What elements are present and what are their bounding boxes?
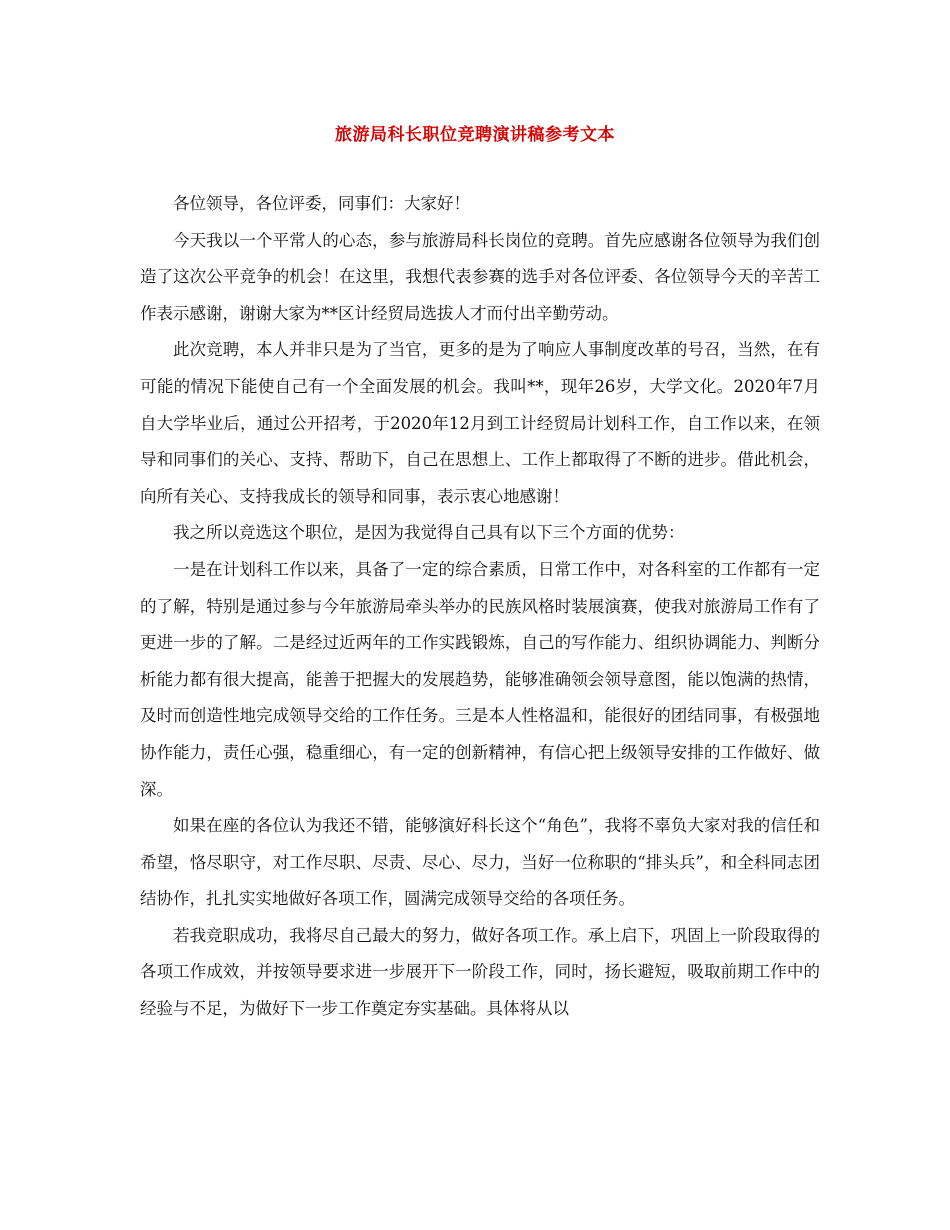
document-title: 旅游局科长职位竞聘演讲稿参考文本 — [335, 125, 615, 145]
document-body — [140, 186, 820, 1028]
paragraph-thanks: 今天我以一个平常人的心态，参与旅游局科长岗位的竞聘。首先应感谢各位领导为我们创造了这次公平竞争的机会！在这里，我想代表参赛的选手对各位评委、各位领导今天的辛苦工作表示感谢，谢谢大家为**区计经贸局选拔人才而付出辛勤劳动。 — [140, 230, 820, 323]
paragraph-introduction: 此次竞聘，本人并非只是为了当官，更多的是为了响应人事制度改革的号召，当然，在有可能的情况下能使自己有一个全面发展的机会。我叫**，现年26岁，大学文化。2020年7月自大学毕业后，通过公开招考，于2020年12月到工计经贸局计划科工作，自工作以来，在领导和同事们的关心、支持、帮助下，自己在思想上、工作上都取得了不断的进步。借此机会，向所有关心、支持我成长的领导和同事，表示衷心地感谢！ — [140, 340, 820, 506]
paragraph-advantages: 一是在计划科工作以来，具备了一定的综合素质，日常工作中，对各科室的工作都有一定的了解，特别是通过参与今年旅游局牵头举办的民族风格时装展演赛，使我对旅游局工作有了更进一步的了解。二是经过近两年的工作实践锻炼，自己的写作能力、组织协调能力、判断分析能力都有很大提高，能善于把握大的发展趋势，能够准确领会领导意图，能以饱满的热情，及时而创造性地完成领导交给的工作任务。三是本人性格温和，能很好的团结同事，有极强地协作能力，责任心强，稳重细心，有一定的创新精神，有信心把上级领导安排的工作做好、做深。 — [140, 559, 820, 799]
paragraph-plan: 若我竞职成功，我将尽自己最大的努力，做好各项工作。承上启下，巩固上一阶段取得的各项工作成效，并按领导要求进一步展开下一阶段工作，同时，扬长避短，吸取前期工作中的经验与不足，为做好下一步工作奠定夯实基础。具体将从以 — [140, 925, 820, 1019]
paragraph-commitment: 如果在座的各位认为我还不错，能够演好科长这个“角色”，我将不辜负大家对我的信任和希望，恪尽职守，对工作尽职、尽责、尽心、尽力，当好一位称职的“排头兵”，和全科同志团结协作，扎扎实实地做好各项工作，圆满完成领导交给的各项任务。 — [140, 816, 820, 909]
paragraph-greeting: 各位领导，各位评委，同事们：大家好！ — [173, 194, 470, 213]
paragraph-advantages-intro: 我之所以竞选这个职位，是因为我觉得自己具有以下三个方面的优势： — [173, 523, 685, 543]
